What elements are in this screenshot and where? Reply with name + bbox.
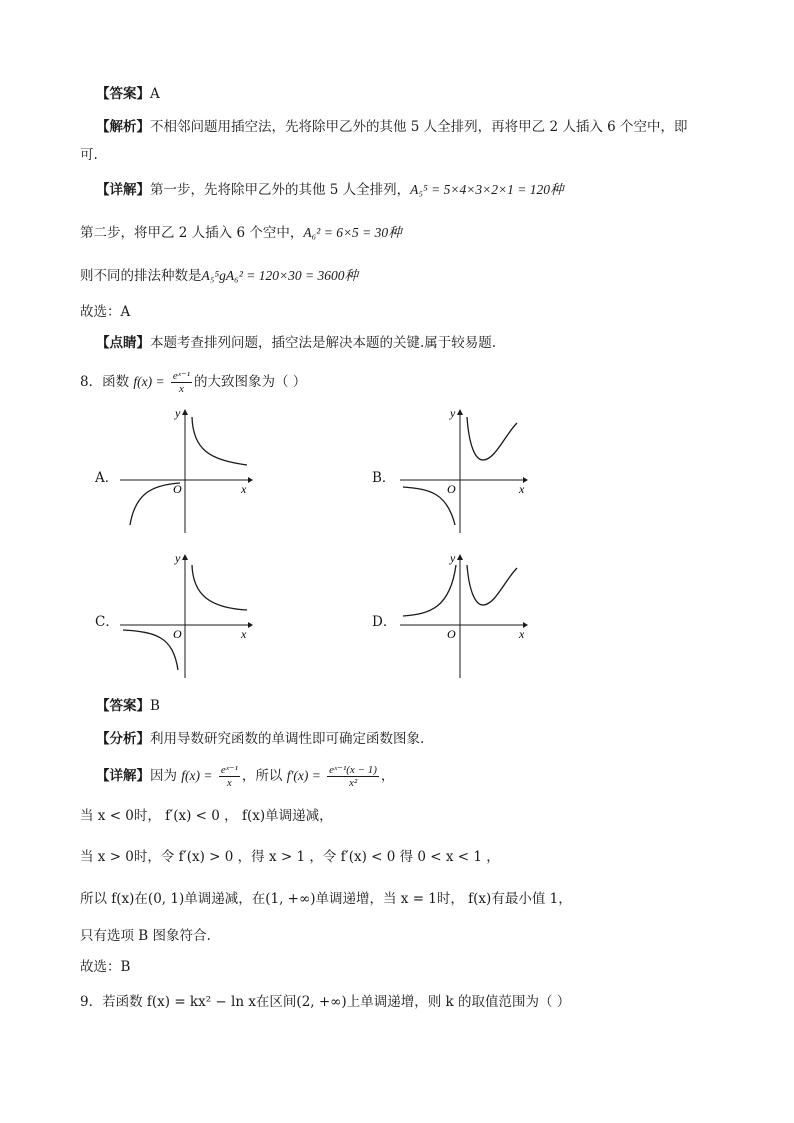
- x-label: x: [241, 482, 247, 496]
- answer-line-2: [96, 696, 160, 716]
- detail-frac-num: eˣ⁻¹: [220, 764, 238, 776]
- x-label: x: [519, 627, 525, 641]
- comment-text: 本题考查排列问题，插空法是解决本题的关键.属于较易题.: [150, 335, 497, 351]
- x-arrow: [248, 477, 253, 483]
- q8-frac-den: x: [179, 383, 184, 395]
- x-label: x: [241, 627, 247, 641]
- option-a-label[interactable]: A．: [95, 470, 119, 486]
- analysis-text: 利用导数研究函数的单调性即可确定函数图象.: [150, 731, 425, 747]
- q8-number: 8．函数: [80, 374, 130, 390]
- detail-line-2: [96, 764, 394, 789]
- question-9: [80, 992, 570, 1012]
- monotonic-text: 所以 f(x)在(0, 1)单调递减，在(1, +∞)单调递增，当 x = 1时， f(x)有最小值 1，: [80, 891, 572, 907]
- detail-mid: ，所以: [241, 768, 283, 784]
- total-formula: A₅⁵gA₆² = 120×30 = 3600种: [201, 268, 358, 283]
- y-arrow: [182, 554, 188, 560]
- y-label: y: [175, 551, 181, 565]
- origin-label: O: [447, 482, 456, 496]
- answer-line-1: [96, 84, 160, 104]
- y-label: y: [175, 406, 181, 420]
- total-text: 则不同的排法种数是: [80, 268, 202, 284]
- origin-label: O: [447, 627, 456, 641]
- match-line: [80, 926, 211, 946]
- y-arrow: [457, 554, 463, 560]
- detail-tag: 【详解】: [96, 182, 150, 198]
- question-8: [80, 370, 306, 395]
- step2-text: 第二步，将甲乙 2 人插入 6 个空中，: [80, 225, 304, 241]
- detail-line-1: [96, 180, 563, 200]
- detail-derivative: f′(x) =: [286, 768, 321, 783]
- origin-label: O: [173, 627, 182, 641]
- curve-right: [467, 565, 517, 605]
- answer-value: A: [150, 86, 160, 102]
- analysis-line-1b: [80, 145, 98, 165]
- step2-formula: A₆² = 6×5 = 30种: [303, 225, 402, 240]
- q9-text: 9．若函数 f(x) = kx² − ln x在区间(2, +∞)上单调递增，则 k 的取值范围为（ ）: [80, 994, 571, 1010]
- analysis-text-cont: 可.: [80, 147, 98, 163]
- derivative-fraction: [327, 764, 379, 789]
- analysis-line-2: [96, 729, 424, 749]
- positive-case-line: [80, 847, 500, 867]
- y-label: y: [450, 406, 456, 420]
- x-arrow: [248, 622, 253, 628]
- option-d-label[interactable]: D．: [372, 614, 397, 630]
- graph-b-svg: [395, 405, 535, 535]
- q8-fraction: [171, 370, 192, 395]
- step2-line: [80, 223, 402, 243]
- graph-d-svg: [395, 550, 535, 680]
- curve-right: [467, 417, 517, 460]
- option-a-graph[interactable]: [115, 405, 255, 535]
- total-line: [80, 266, 358, 286]
- x-label: x: [519, 482, 525, 496]
- monotonic-line: [80, 889, 572, 909]
- detail-text: 第一步，先将除甲乙外的其他 5 人全排列，: [150, 182, 411, 198]
- detail-formula: A₅⁵ = 5×4×3×2×1 = 120种: [410, 182, 564, 197]
- q8-func: f(x) =: [133, 374, 165, 389]
- q8-tail: 的大致图象为（ ）: [194, 374, 307, 390]
- comment-tag: 【点睛】: [96, 335, 150, 351]
- answer-tag: 【答案】: [96, 698, 150, 714]
- y-label: y: [450, 551, 456, 565]
- analysis-line-1: [96, 117, 688, 137]
- detail-func: f(x) =: [181, 768, 213, 783]
- answer-value: B: [150, 698, 160, 714]
- analysis-tag: 【解析】: [96, 119, 150, 135]
- detail-frac-den: x: [226, 777, 232, 789]
- curve-left: [403, 565, 456, 616]
- graph-a-svg: [115, 405, 255, 535]
- graph-c-svg: [115, 550, 255, 680]
- curve-right: [192, 417, 247, 465]
- choose-text: 故选：A: [80, 304, 131, 320]
- y-arrow: [182, 409, 188, 415]
- origin-label: O: [173, 482, 182, 496]
- analysis-text: 不相邻问题用插空法，先将除甲乙外的其他 5 人全排列，再将甲乙 2 人插入 6 个空中，即: [150, 119, 688, 135]
- negative-case-line: [80, 806, 333, 826]
- analysis-tag: 【分析】: [96, 731, 150, 747]
- derivative-frac-num: eˣ⁻¹(x − 1): [329, 764, 377, 776]
- option-c-label[interactable]: C．: [95, 614, 119, 630]
- q8-frac-num: eˣ⁻¹: [172, 370, 190, 382]
- option-d-graph[interactable]: [395, 550, 535, 680]
- y-arrow: [457, 409, 463, 415]
- option-b-label[interactable]: B．: [372, 470, 396, 486]
- answer-tag: 【答案】: [96, 86, 150, 102]
- detail-fraction: [219, 764, 240, 789]
- detail-end: ，: [380, 768, 395, 784]
- match-text: 只有选项 B 图象符合.: [80, 928, 211, 944]
- curve-right: [192, 565, 247, 610]
- curve-left: [123, 630, 178, 670]
- positive-case-text: 当 x > 0时，令 f′(x) > 0 ，得 x > 1 ，令 f′(x) < 0 得 0 < x < 1 ，: [80, 849, 500, 865]
- option-b-graph[interactable]: [395, 405, 535, 535]
- option-c-graph[interactable]: [115, 550, 255, 680]
- choose-text: 故选：B: [80, 959, 131, 975]
- choose-line-1: [80, 302, 130, 322]
- choose-line-2: [80, 957, 130, 977]
- detail-pre: 因为: [150, 768, 177, 784]
- comment-line: [96, 333, 496, 353]
- negative-case-text: 当 x < 0时， f′(x) < 0 ， f(x)单调递减，: [80, 808, 333, 824]
- detail-tag: 【详解】: [96, 768, 150, 784]
- derivative-frac-den: x²: [348, 777, 358, 789]
